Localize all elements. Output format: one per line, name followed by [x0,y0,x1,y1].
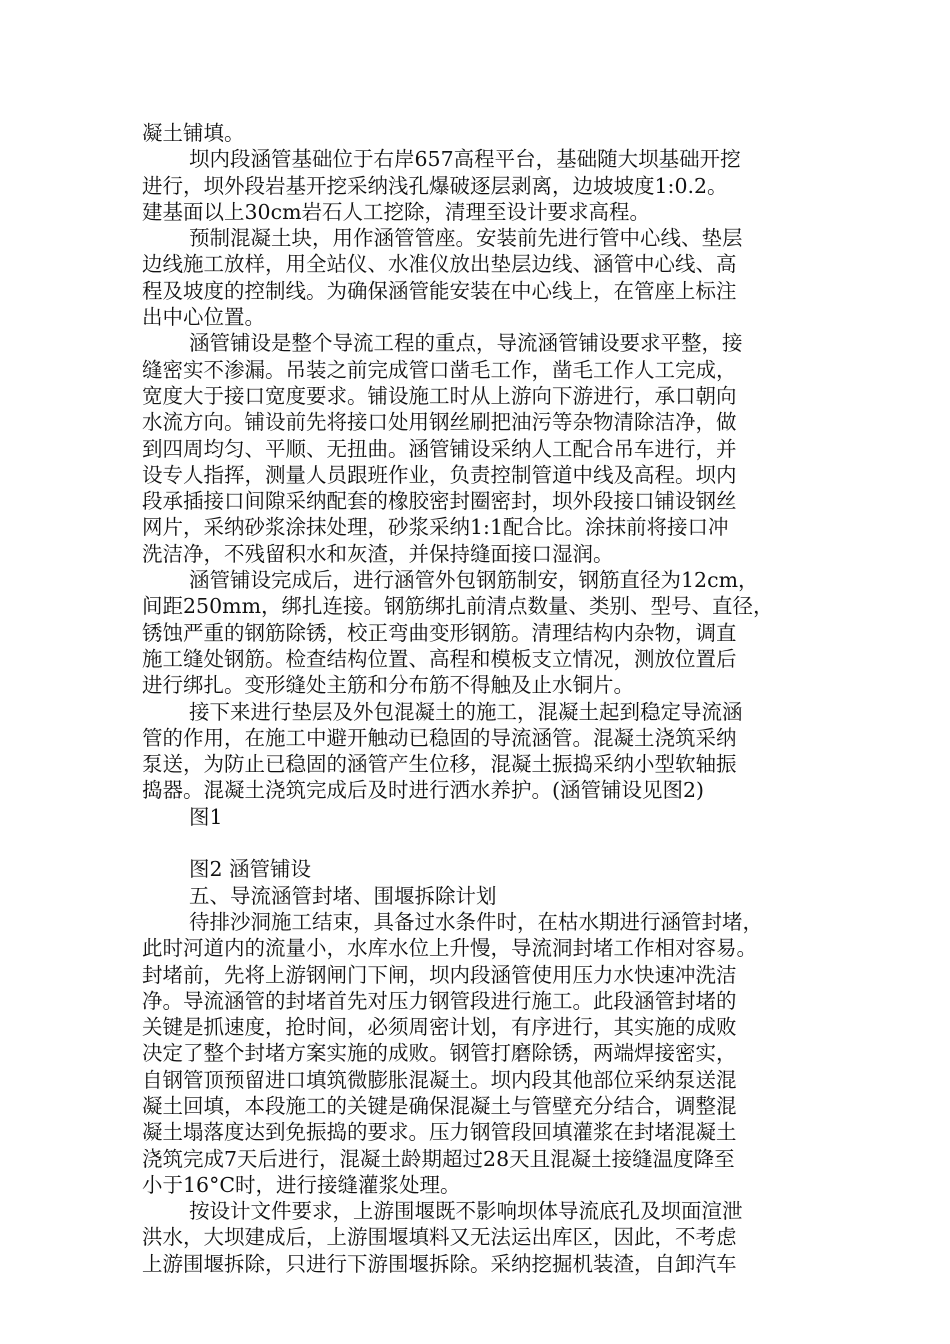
text-line: 施工缝处钢筋。检查结构位置、高程和模板支立情况，测放位置后 [142,646,737,671]
text-line: 段承插接口间隙采纳配套的橡胶密封圈密封，坝外段接口铺设钢丝 [142,489,737,514]
text-line: 五、导流涵管封堵、围堰拆除计划 [189,883,497,908]
text-line: 此时河道内的流量小，水库水位上升慢，导流洞封堵工作相对容易。 [142,936,757,961]
text-line: 洗洁净，不残留积水和灰渣，并保持缝面接口湿润。 [142,541,614,566]
text-line: 洪水，大坝建成后，上游围堰填料又无法运出库区，因此，不考虑 [142,1225,737,1250]
text-line: 预制混凝土块，用作涵管管座。安装前先进行管中心线、垫层 [189,226,743,251]
text-line: 凝土塌落度达到免振捣的要求。压力钢管段回填灌浆在封堵混凝土 [142,1120,737,1145]
text-line: 建基面以上30cm岩石人工挖除，清理至设计要求高程。 [142,199,651,224]
text-line: 浇筑完成7天后进行，混凝土龄期超过28天且混凝土接缝温度降至 [142,1146,735,1171]
text-line: 缝密实不渗漏。吊装之前完成管口凿毛工作，凿毛工作人工完成， [142,357,737,382]
text-line: 凝土回填，本段施工的关键是确保混凝土与管壁充分结合，调整混 [142,1093,737,1118]
text-line: 间距250mm，绑扎连接。钢筋绑扎前清点数量、类别、型号、直径， [142,594,774,619]
text-line: 泵送，为防止已稳固的涵管产生位移，混凝土振捣采纳小型软轴振 [142,752,737,777]
text-line: 宽度大于接口宽度要求。铺设施工时从上游向下游进行，承口朝向 [142,383,737,408]
document-page [142,120,817,1277]
text-line: 净。导流涵管的封堵首先对压力钢管段进行施工。此段涵管封堵的 [142,988,737,1013]
text-line: 水流方向。铺设前先将接口处用钢丝刷把油污等杂物清除洁净，做 [142,410,737,435]
text-line: 进行绑扎。变形缝处主筋和分布筋不得触及止水铜片。 [142,673,634,698]
text-line: 锈蚀严重的钢筋除锈，校正弯曲变形钢筋。清理结构内杂物，调直 [142,620,737,645]
text-line: 涵管铺设完成后，进行涵管外包钢筋制安，钢筋直径为12cm， [189,568,759,593]
text-line: 设专人指挥，测量人员跟班作业，负责控制管道中线及高程。坝内 [142,462,737,487]
text-line: 程及坡度的控制线。为确保涵管能安装在中心线上，在管座上标注 [142,278,737,303]
text-line: 到四周均匀、平顺、无扭曲。涵管铺设采纳人工配合吊车进行，并 [142,436,737,461]
text-line: 出中心位置。 [142,305,265,330]
text-line: 上游围堰拆除，只进行下游围堰拆除。采纳挖掘机装渣，自卸汽车 [142,1251,737,1276]
text-line: 封堵前，先将上游钢闸门下闸，坝内段涵管使用压力水快速冲洗洁 [142,962,737,987]
text-line: 决定了整个封堵方案实施的成败。钢管打磨除锈，两端焊接密实， [142,1041,737,1066]
text-line: 关键是抓速度，抢时间，必须周密计划，有序进行，其实施的成败 [142,1015,737,1040]
text-line: 接下来进行垫层及外包混凝土的施工，混凝土起到稳定导流涵 [189,699,743,724]
text-line: 网片，采纳砂浆涂抹处理，砂浆采纳1:1配合比。涂抹前将接口冲 [142,515,729,540]
text-line: 按设计文件要求，上游围堰既不影响坝体导流底孔及坝面渲泄 [189,1199,743,1224]
text-line: 进行，坝外段岩基开挖采纳浅孔爆破逐层剥离，边坡坡度1:0.2。 [142,173,728,198]
text-line: 图1 [189,804,223,829]
text-line: 凝土铺填。 [142,121,245,145]
text-line: 边线施工放样，用全站仪、水准仪放出垫层边线、涵管中心线、高 [142,252,737,277]
text-line: 小于16°C时，进行接缝灌浆处理。 [142,1172,461,1197]
text-line: 捣器。混凝土浇筑完成后及时进行洒水养护。(涵管铺设见图2) [142,778,705,803]
text-line [142,830,817,856]
text-line: 管的作用，在施工中避开触动已稳固的导流涵管。混凝土浇筑采纳 [142,725,737,750]
text-line: 图2 涵管铺设 [189,857,312,882]
text-line: 涵管铺设是整个导流工程的重点，导流涵管铺设要求平整，接 [189,331,743,356]
text-line: 坝内段涵管基础位于右岸657高程平台，基础随大坝基础开挖 [189,147,741,172]
text-line: 自钢管顶预留进口填筑微膨胀混凝土。坝内段其他部位采纳泵送混 [142,1067,737,1092]
text-line: 待排沙洞施工结束，具备过水条件时，在枯水期进行涵管封堵， [189,909,763,934]
